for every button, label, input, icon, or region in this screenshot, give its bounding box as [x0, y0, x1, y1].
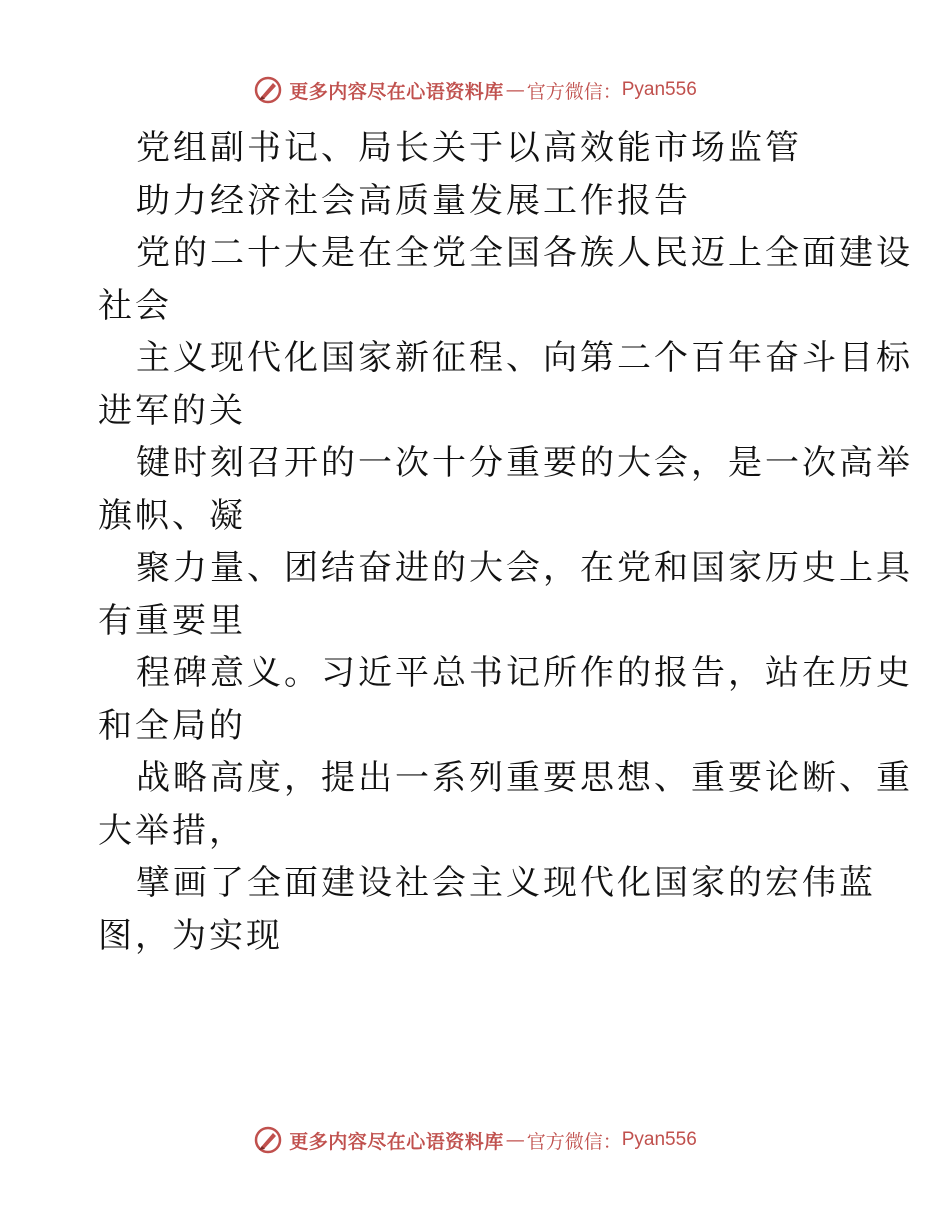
- watermark-wechat-id: Pyan556: [621, 79, 697, 100]
- doc-line: 党的二十大是在全党全国各族人民迈上全面建设: [136, 233, 913, 273]
- header-watermark: [0, 70, 950, 110]
- watermark-main-text: 更多内容尽在心语资料库: [289, 1130, 504, 1153]
- doc-line: 聚力量、团结奋进的大会，在党和国家历史上具: [136, 548, 913, 588]
- watermark-wechat-label: 官方微信：: [526, 80, 622, 103]
- pen-logo-icon: [253, 75, 283, 105]
- footer-watermark: [0, 1120, 950, 1160]
- watermark-wechat-id: Pyan556: [621, 1129, 697, 1150]
- doc-line: 有重要里: [98, 600, 246, 641]
- doc-line: 大举措，: [98, 810, 246, 851]
- doc-line: 进军的关: [98, 390, 246, 431]
- doc-title-line-2: 助力经济社会高质量发展工作报告: [136, 180, 691, 221]
- watermark-dash: —: [505, 79, 525, 101]
- doc-line: 和全局的: [98, 705, 246, 746]
- doc-line: 旗帜、凝: [98, 495, 246, 536]
- watermark-dash: —: [505, 1129, 525, 1151]
- doc-line: 擘画了全面建设社会主义现代化国家的宏伟蓝: [136, 863, 876, 903]
- pen-logo-icon: [253, 1125, 283, 1155]
- doc-line: 程碑意义。习近平总书记所作的报告，站在历史: [136, 653, 913, 693]
- document-body: [98, 122, 913, 962]
- doc-line: 战略高度，提出一系列重要思想、重要论断、重: [136, 758, 913, 798]
- doc-line: 主义现代化国家新征程、向第二个百年奋斗目标: [136, 338, 913, 378]
- doc-title-line-1: 党组副书记、局长关于以高效能市场监管: [136, 128, 802, 168]
- watermark-main-text: 更多内容尽在心语资料库: [289, 80, 504, 103]
- doc-line: 图，为实现: [98, 915, 283, 956]
- doc-line: 社会: [98, 285, 172, 326]
- watermark-wechat-label: 官方微信：: [526, 1130, 622, 1153]
- doc-line: 键时刻召开的一次十分重要的大会，是一次高举: [136, 443, 913, 483]
